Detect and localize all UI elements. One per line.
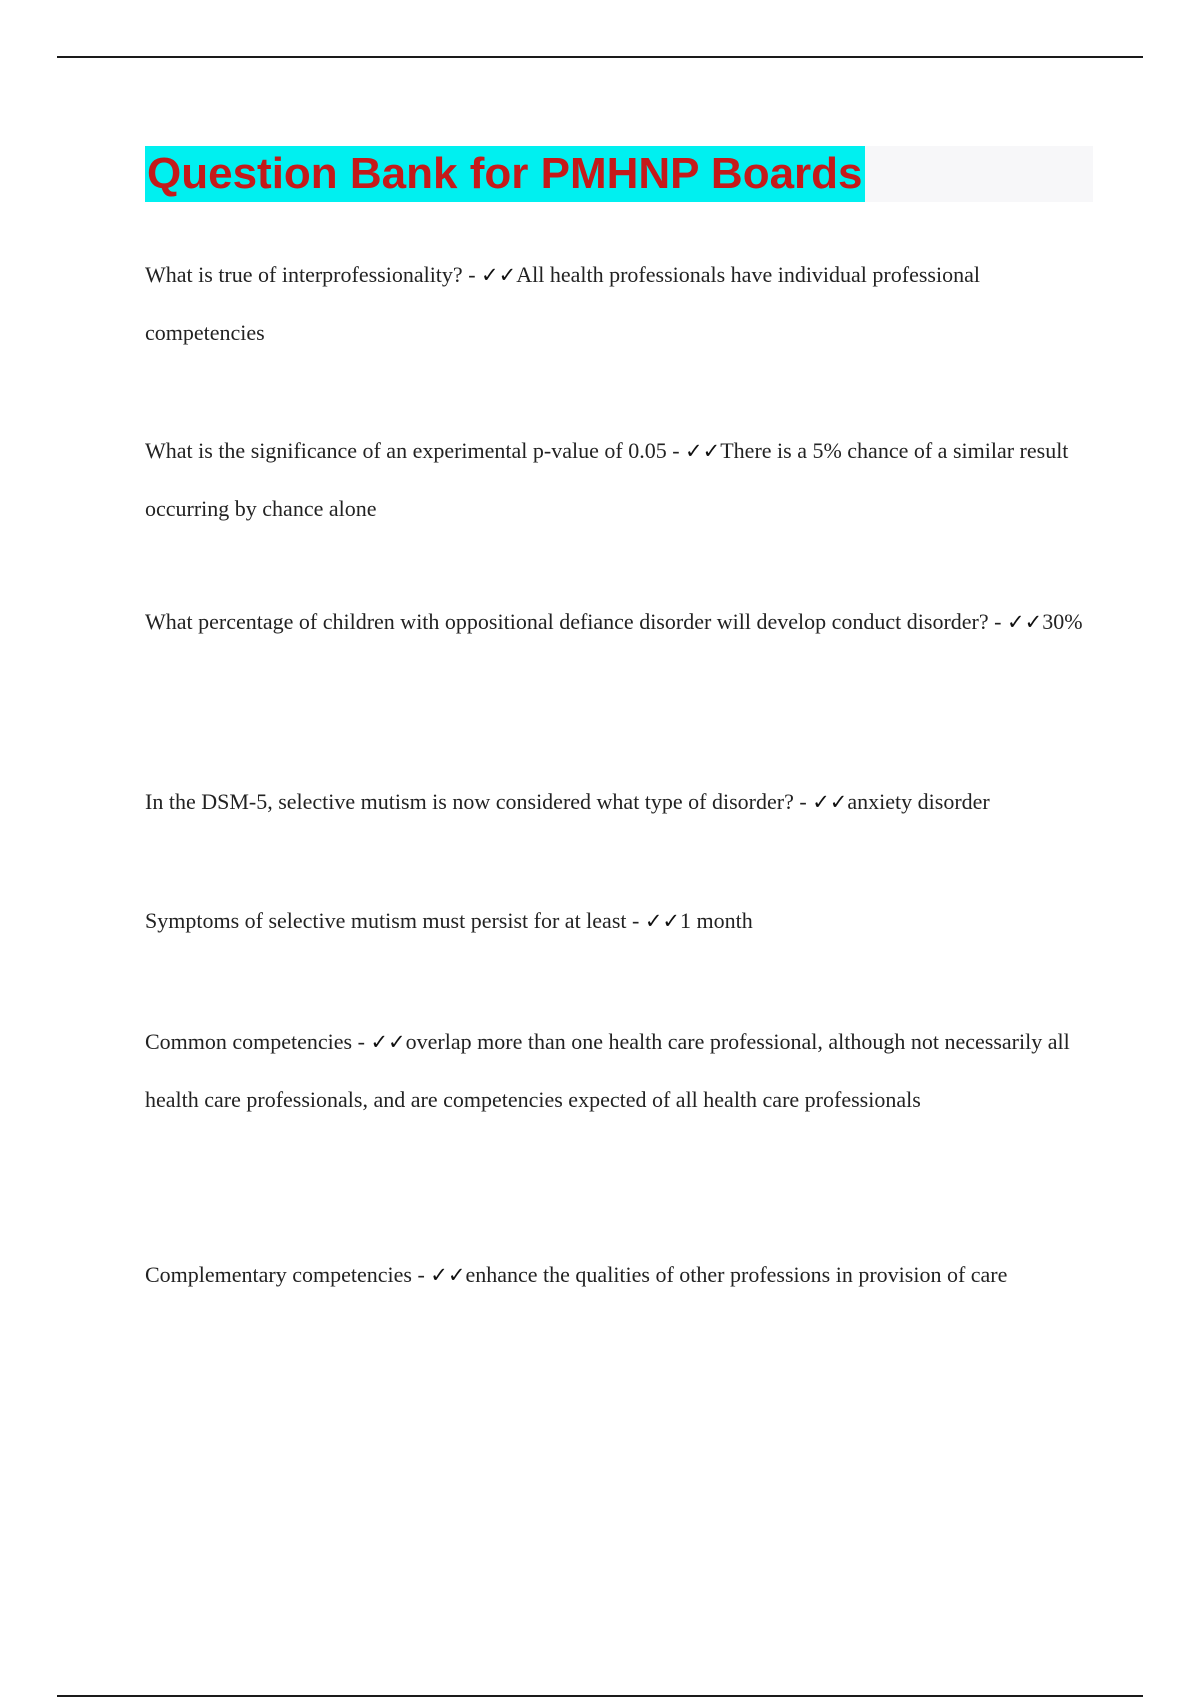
page-title: Question Bank for PMHNP Boards bbox=[145, 146, 865, 202]
qa-item-7 bbox=[145, 1246, 1105, 1304]
question-text: What percentage of children with oppositional defiance disorder will develop conduct disorder? bbox=[145, 609, 989, 634]
question-text: Symptoms of selective mutism must persist for at least bbox=[145, 908, 627, 933]
qa-item-4 bbox=[145, 773, 1105, 831]
top-rule bbox=[57, 56, 1143, 58]
question-text: What is true of interprofessionality? bbox=[145, 262, 463, 287]
separator: - bbox=[793, 789, 813, 814]
double-check-icon: ✓✓ bbox=[685, 439, 721, 463]
qa-item-3 bbox=[145, 593, 1105, 651]
question-text: Complementary competencies bbox=[145, 1262, 412, 1287]
question-text: What is the significance of an experimental p-value of 0.05 bbox=[145, 438, 667, 463]
separator: - bbox=[666, 438, 686, 463]
double-check-icon: ✓✓ bbox=[430, 1263, 466, 1287]
double-check-icon: ✓✓ bbox=[370, 1030, 406, 1054]
answer-text: anxiety disorder bbox=[847, 789, 990, 814]
answer-text: There is a 5% chance of a similar result occurring by chance alone bbox=[145, 438, 1069, 521]
answer-text: overlap more than one health care professional, although not necessarily all health care professionals, and are competencies expected of all health care professionals bbox=[145, 1029, 1070, 1112]
qa-item-6 bbox=[145, 1013, 1105, 1129]
answer-text: 30% bbox=[1042, 609, 1083, 634]
question-text: In the DSM-5, selective mutism is now considered what type of disorder? bbox=[145, 789, 794, 814]
answer-text: All health professionals have individual professional competencies bbox=[145, 262, 980, 345]
double-check-icon: ✓✓ bbox=[812, 790, 848, 814]
qa-item-2 bbox=[145, 422, 1105, 538]
double-check-icon: ✓✓ bbox=[481, 263, 517, 287]
qa-item-5 bbox=[145, 892, 1105, 950]
answer-text: enhance the qualities of other professions in provision of care bbox=[465, 1262, 1008, 1287]
separator: - bbox=[988, 609, 1007, 634]
bottom-rule bbox=[57, 1695, 1143, 1697]
separator: - bbox=[411, 1262, 431, 1287]
separator: - bbox=[352, 1029, 371, 1054]
qa-item-1 bbox=[145, 246, 1105, 362]
double-check-icon: ✓✓ bbox=[1006, 610, 1043, 634]
separator: - bbox=[462, 262, 482, 287]
question-text: Common competencies bbox=[145, 1029, 353, 1054]
answer-text: 1 month bbox=[680, 908, 753, 933]
separator: - bbox=[626, 908, 645, 933]
double-check-icon: ✓✓ bbox=[644, 909, 681, 933]
